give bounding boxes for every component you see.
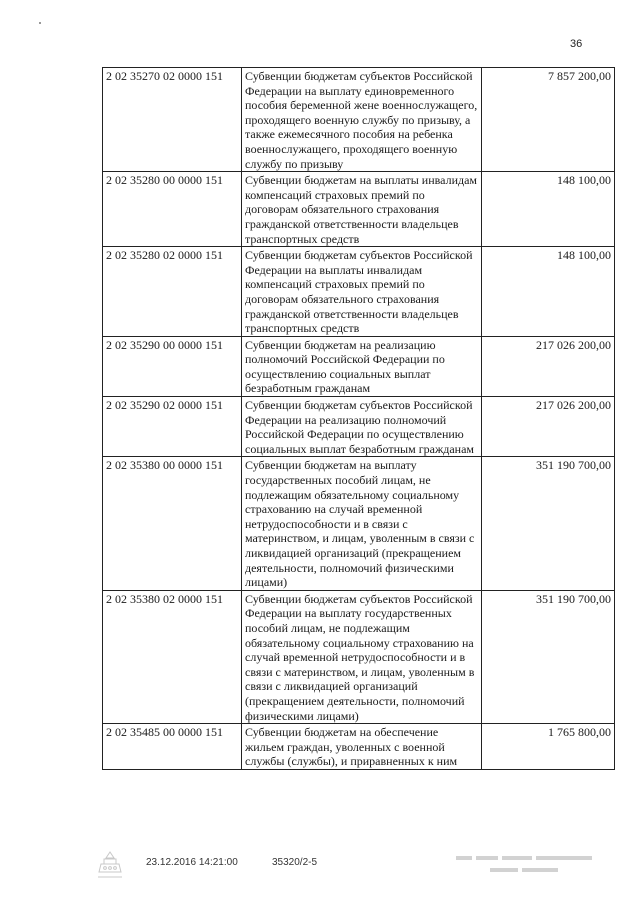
table-row bbox=[103, 724, 615, 770]
document-stamp-icon bbox=[96, 850, 124, 880]
description-cell: Субвенции бюджетам субъектов Российской Федерации на выплату государственных пособий лицам, не подлежащим обязательному социальному страхованию на случай временной нетрудоспособности и в связи с материнством, и лицам, уволенным в связи с ликвидацией организаций (прекращением деятельности, полномочий физическими лицами) bbox=[242, 590, 482, 723]
amount-cell: 7 857 200,00 bbox=[482, 68, 615, 172]
amount-cell: 217 026 200,00 bbox=[482, 336, 615, 396]
description-cell: Субвенции бюджетам субъектов Российской Федерации на выплаты инвалидам компенсаций страховых премий по договорам обязательного страхования гражданской ответственности владельцев транспортных средств bbox=[242, 247, 482, 337]
amount-cell: 217 026 200,00 bbox=[482, 397, 615, 457]
table-row bbox=[103, 590, 615, 723]
description-cell: Субвенции бюджетам субъектов Российской Федерации на реализацию полномочий Российской Федерации по осуществлению социальных выплат безработным гражданам bbox=[242, 397, 482, 457]
code-cell: 2 02 35270 02 0000 151 bbox=[103, 68, 242, 172]
description-cell: Субвенции бюджетам субъектов Российской Федерации на выплату единовременного пособия беременной жене военнослужащего, проходящего военную службу по призыву, а также ежемесячного пособия на ребенка военнослужащего, проходящего военную службу по призыву bbox=[242, 68, 482, 172]
table-row bbox=[103, 336, 615, 396]
revenue-table bbox=[102, 67, 615, 770]
table-row bbox=[103, 457, 615, 590]
amount-cell: 1 765 800,00 bbox=[482, 724, 615, 770]
footer-document-number: 35320/2-5 bbox=[272, 857, 318, 868]
code-cell: 2 02 35485 00 0000 151 bbox=[103, 724, 242, 770]
faded-stamp-text bbox=[452, 852, 602, 878]
amount-cell: 351 190 700,00 bbox=[482, 590, 615, 723]
code-cell: 2 02 35290 00 0000 151 bbox=[103, 336, 242, 396]
table-row bbox=[103, 172, 615, 247]
description-cell: Субвенции бюджетам на обеспечение жильем граждан, уволенных с военной службы (службы), и приравненных к ним bbox=[242, 724, 482, 770]
amount-cell: 148 100,00 bbox=[482, 172, 615, 247]
footer-timestamp: 23.12.2016 14:21:00 bbox=[146, 857, 238, 868]
description-cell: Субвенции бюджетам на выплаты инвалидам компенсаций страховых премий по договорам обязательного страхования гражданской ответственности владельцев транспортных средств bbox=[242, 172, 482, 247]
description-cell: Субвенции бюджетам на реализацию полномочий Российской Федерации по осуществлению социальных выплат безработным гражданам bbox=[242, 336, 482, 396]
code-cell: 2 02 35280 00 0000 151 bbox=[103, 172, 242, 247]
amount-cell: 148 100,00 bbox=[482, 247, 615, 337]
scan-speck bbox=[39, 22, 41, 24]
code-cell: 2 02 35280 02 0000 151 bbox=[103, 247, 242, 337]
description-cell: Субвенции бюджетам на выплату государственных пособий лицам, не подлежащим обязательному социальному страхованию на случай временной нетрудоспособности и в связи с материнством, и лицам, уволенным в связи с ликвидацией организаций (прекращением деятельности, полномочий физическими лицами) bbox=[242, 457, 482, 590]
code-cell: 2 02 35380 00 0000 151 bbox=[103, 457, 242, 590]
table-row bbox=[103, 397, 615, 457]
amount-cell: 351 190 700,00 bbox=[482, 457, 615, 590]
code-cell: 2 02 35290 02 0000 151 bbox=[103, 397, 242, 457]
code-cell: 2 02 35380 02 0000 151 bbox=[103, 590, 242, 723]
table-row bbox=[103, 247, 615, 337]
table-body bbox=[103, 68, 615, 770]
table-row bbox=[103, 68, 615, 172]
page-number: 36 bbox=[570, 38, 583, 50]
